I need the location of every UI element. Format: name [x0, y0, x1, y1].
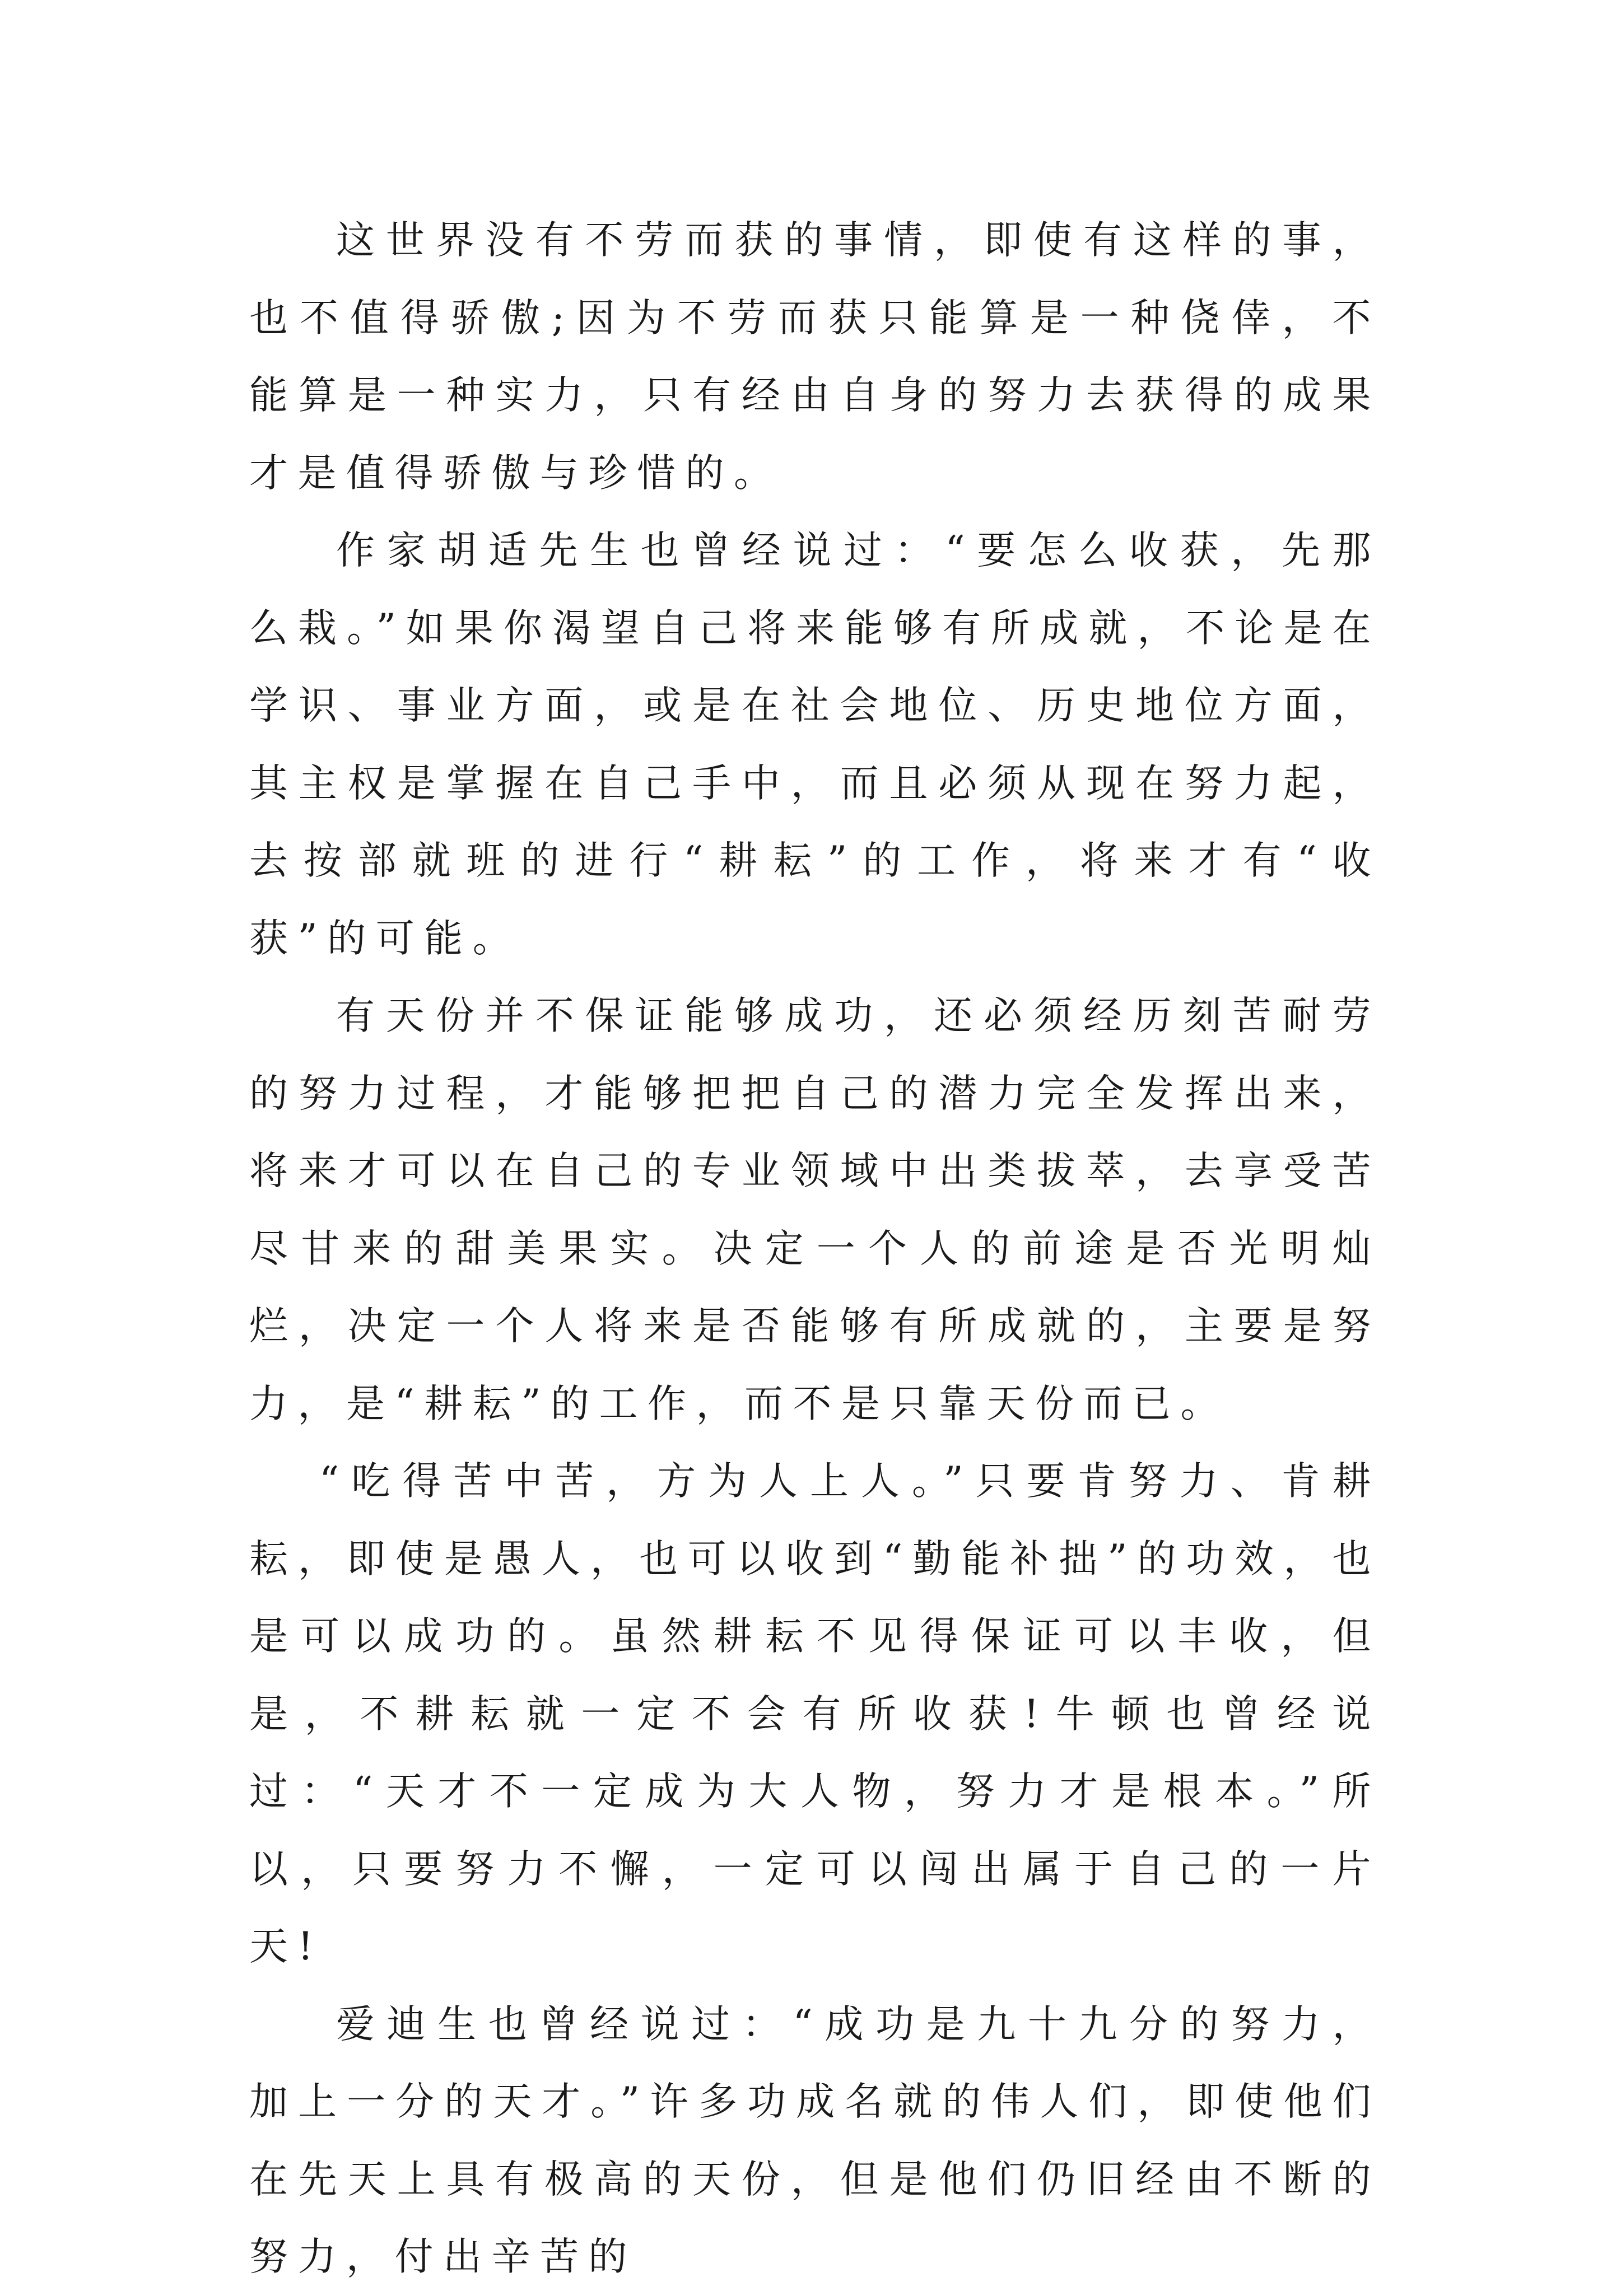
paragraph-3: 有天份并不保证能够成功，还必须经历刻苦耐劳的努力过程，才能够把把自己的潜力完全发挥出来，将来才可以在自己的专业领域中出类拔萃，去享受苦尽甘来的甜美果实。决定一个人的前途是否光明灿烂，决定一个人将来是否能够有所成就的，主要是努力，是“耕耘”的工作，而不是只靠天份而已。 [249, 993, 1381, 1426]
paragraph-2: 作家胡适先生也曾经说过：“要怎么收获，先那么栽。”如果你渴望自己将来能够有所成就，不论是在学识、事业方面，或是在社会地位、历史地位方面，其主权是掌握在自己手中，而且必须从现在努力起，去按部就班的进行“耕耘”的工作，将来才有“收获”的可能。 [249, 528, 1381, 961]
paragraph-5: 爱迪生也曾经说过：“成功是九十九分的努力，加上一分的天才。”许多功成名就的伟人们，即使他们在先天上具有极高的天份，但是他们仍旧经由不断的努力，付出辛苦的 [249, 2001, 1381, 2279]
paragraph-4: “吃得苦中苦，方为人上人。”只要肯努力、肯耕耘，即使是愚人，也可以收到“勤能补拙”的功效，也是可以成功的。虽然耕耘不见得保证可以丰收，但是，不耕耘就一定不会有所收获!牛顿也曾经说过：“天才不一定成为大人物，努力才是根本。”所以，只要努力不懈，一定可以闯出属于自己的一片天! [249, 1459, 1381, 1969]
document-body [249, 202, 1381, 2296]
paragraph-1: 这世界没有不劳而获的事情，即使有这样的事，也不值得骄傲;因为不劳而获只能算是一种侥倖，不能算是一种实力，只有经由自身的努力去获得的成果才是值得骄傲与珍惜的。 [249, 218, 1381, 496]
